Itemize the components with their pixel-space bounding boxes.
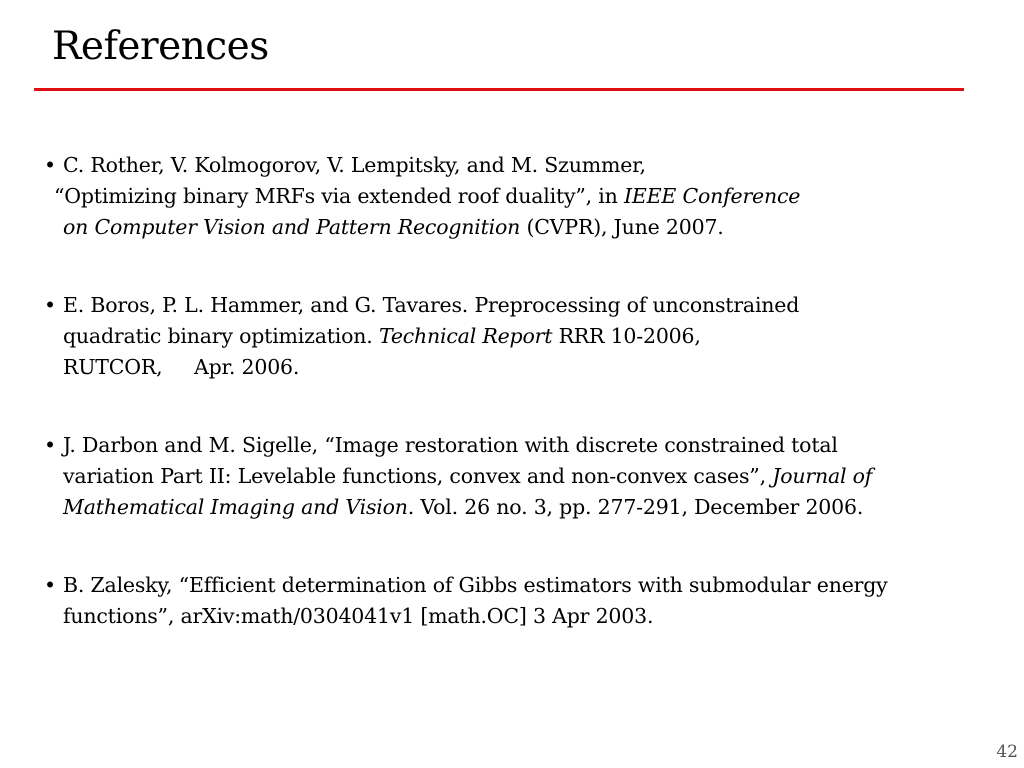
reference-item-zalesky	[44, 570, 969, 632]
reference-item-rother	[44, 150, 969, 243]
reference-item-boros	[44, 290, 969, 383]
references-list	[44, 150, 969, 632]
reference-text: (CVPR), June 2007.	[520, 215, 724, 239]
reference-text: . Vol. 26 no. 3, pp. 277-291, December 2006.	[407, 495, 864, 519]
reference-venue: Mathematical Imaging and Vision	[63, 495, 408, 519]
page-title: References	[52, 24, 269, 69]
reference-item-darbon	[44, 430, 969, 523]
page-number: 42	[996, 742, 1018, 762]
title-divider	[34, 88, 964, 91]
reference-venue: on Computer Vision and Pattern Recognition	[63, 215, 521, 239]
reference-line: B. Zalesky, “Efficient determination of Gibbs estimators with submodular energy	[63, 573, 888, 597]
reference-line: J. Darbon and M. Sigelle, “Image restoration with discrete constrained total	[63, 433, 838, 457]
reference-line: C. Rother, V. Kolmogorov, V. Lempitsky, and M. Szummer,	[63, 153, 646, 177]
reference-venue: Journal of	[772, 464, 873, 488]
reference-line	[54, 181, 969, 212]
reference-venue: IEEE Conference	[623, 184, 801, 208]
reference-line	[63, 461, 969, 492]
bullet-icon: •	[44, 573, 56, 597]
reference-venue: Technical Report	[378, 324, 553, 348]
reference-text: RRR 10-2006,	[552, 324, 701, 348]
reference-text: quadratic binary optimization.	[63, 324, 379, 348]
reference-line	[63, 212, 969, 243]
bullet-icon: •	[44, 433, 56, 457]
reference-line: RUTCOR, Apr. 2006.	[63, 355, 300, 379]
reference-line	[63, 321, 969, 352]
bullet-icon: •	[44, 293, 56, 317]
reference-line	[63, 492, 969, 523]
reference-text: “Optimizing binary MRFs via extended roof duality”, in	[54, 184, 624, 208]
reference-line: functions”, arXiv:math/0304041v1 [math.OC] 3 Apr 2003.	[63, 604, 654, 628]
bullet-icon: •	[44, 153, 56, 177]
reference-text: variation Part II: Levelable functions, convex and non-convex cases”,	[63, 464, 773, 488]
reference-line: E. Boros, P. L. Hammer, and G. Tavares. Preprocessing of unconstrained	[63, 293, 800, 317]
